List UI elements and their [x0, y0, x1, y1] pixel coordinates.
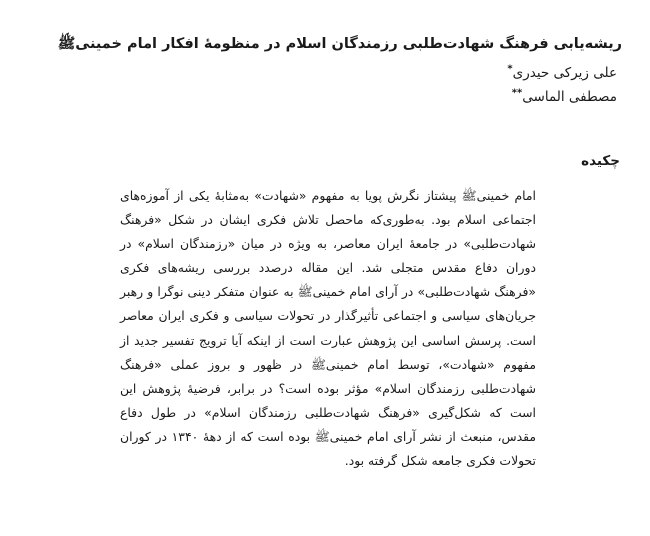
- author-name: علی زیرکی حیدری: [512, 65, 617, 81]
- abstract-text: امام خمینیﷺ پیشتاز نگرش پویا به مفهوم «شهادت» به‌مثابهٔ یکی از آموزه‌های اجتماعی اسلام بود. به‌طوری‌که ماحصل تلاش فکری ایشان در شکل «فرهنگ شهادت‌طلبی» در جامعهٔ ایران معاصر، به ویژه در میان «رزمندگان اسلام» در دوران دفاع مقدس متجلی شد. این مقاله درصدد بررسی ریشه‌های فکری «فرهنگ شهادت‌طلبی» در آرای امام خمینیﷺ به عنوان متفکر دینی نوگرا و رهبر جریان‌های سیاسی و اجتماعی تأثیرگذار در تحولات سیاسی و فکری ایران معاصر است. پرسش اساسی این پژوهش عبارت است از اینکه آیا ترویج تفسیر جدید از مفهوم «شهادت»، توسط امام خمینیﷺ در ظهور و بروز عملی «فرهنگ شهادت‌طلبی رزمندگان اسلام» مؤثر بوده است؟ در برابر، فرضیهٔ پژوهش این است که شکل‌گیری «فرهنگ شهادت‌طلبی رزمندگان اسلام» در طول دفاع مقدس، منبعث از نشر آرای امام خمینیﷺ بوده است که از دههٔ ۱۳۴۰ در کوران تحولات فکری جامعه شکل گرفته بود.: [120, 188, 536, 469]
- paper-title: ریشه‌یابی فرهنگ شهادت‌طلبی رزمندگان اسلام در منظومهٔ افکار امام خمینیﷺ: [57, 36, 622, 52]
- author-footnote-mark: *: [507, 63, 513, 75]
- author-line: [512, 88, 617, 106]
- abstract-heading: چکیده: [581, 153, 620, 169]
- author-name: مصطفی الماسی: [522, 89, 617, 105]
- author-line: [507, 64, 617, 82]
- author-footnote-mark: **: [511, 87, 523, 99]
